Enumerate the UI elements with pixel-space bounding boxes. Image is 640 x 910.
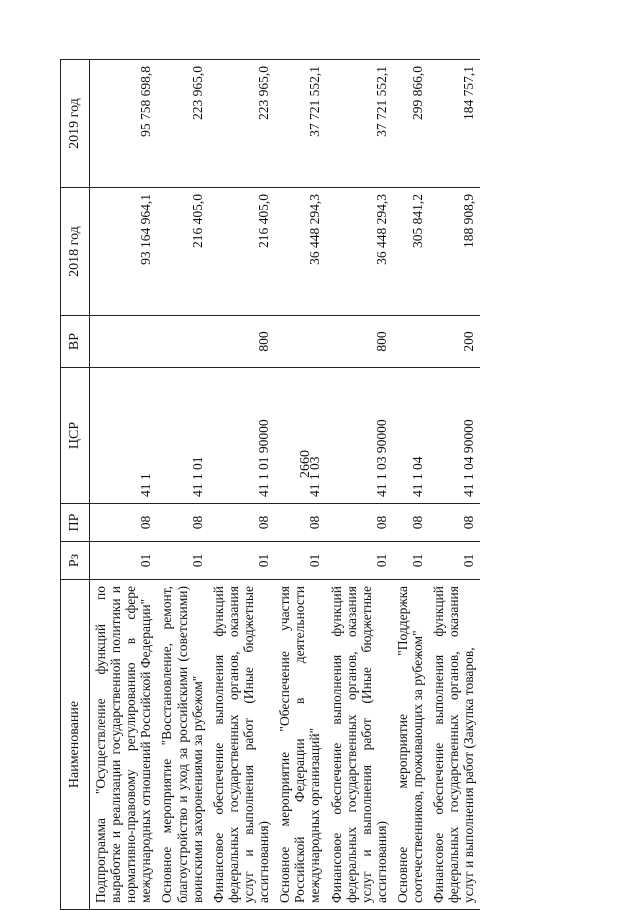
row-rz: 01 [156,542,207,580]
header-vr: ВР [61,316,90,368]
row-vr [90,316,157,368]
table-row [90,60,157,910]
row-2018: 216 405,0 [208,188,274,316]
row-pr: 08 [428,504,479,542]
header-2019: 2019 год [61,60,90,188]
header-rz: Рз [61,542,90,580]
row-name: Финансовое обеспечение выполнения функций федеральных государственных органов, оказания услуг и выполнения работ (Иные бюджетные ассигнования) [326,580,392,910]
row-2018: 216 405,0 [156,188,207,316]
row-csr: 41 1 04 90000 [428,368,479,504]
table-row [428,60,479,910]
row-csr: 41 1 01 90000 [208,368,274,504]
row-2018: 305 841,2 [392,188,428,316]
row-csr: 41 1 [90,368,157,504]
row-2019: 223 965,0 [208,60,274,188]
row-pr: 08 [208,504,274,542]
row-2019: 37 721 552,1 [326,60,392,188]
row-vr: 800 [208,316,274,368]
header-2018: 2018 год [61,188,90,316]
row-rz: 01 [90,542,157,580]
row-vr: 800 [326,316,392,368]
table-row [392,60,428,910]
row-vr [274,316,325,368]
row-csr: 41 1 03 [274,368,325,504]
row-csr: 41 1 04 [392,368,428,504]
row-2018: 36 448 294,3 [326,188,392,316]
row-pr: 08 [392,504,428,542]
table-row [208,60,274,910]
table-header-row [61,60,90,910]
row-pr: 08 [90,504,157,542]
row-name: Основное мероприятие "Восстановление, ремонт, благоустройство и уход за российскими (советскими) воинскими захоронениями за рубежом" [156,580,207,910]
row-vr [156,316,207,368]
row-csr: 41 1 03 90000 [326,368,392,504]
row-name: Основное мероприятие "Обеспечение участия Российской Федерации в деятельности международных организаций" [274,580,325,910]
row-2018: 188 908,9 [428,188,479,316]
row-rz: 01 [428,542,479,580]
table-row [274,60,325,910]
budget-table [60,59,480,910]
row-name: Подпрограмма "Осуществление функций по выработке и реализации государственной политики и нормативно-правовому регулированию в сфере международных отношений Российской Федерации" [90,580,157,910]
rotated-table-container [60,60,640,910]
row-rz: 01 [326,542,392,580]
row-name: Основное мероприятие "Поддержка соотечественников, проживающих за рубежом" [392,580,428,910]
row-rz: 01 [392,542,428,580]
row-name: Финансовое обеспечение выполнения функций федеральных государственных органов, оказания услуг и выполнения работ (Закупка товаров, [428,580,479,910]
row-rz: 01 [208,542,274,580]
row-name: Финансовое обеспечение выполнения функций федеральных государственных органов, оказания услуг и выполнения работ (Иные бюджетные ассигнования) [208,580,274,910]
row-2019: 184 757,1 [428,60,479,188]
row-csr: 41 1 01 [156,368,207,504]
row-2019: 37 721 552,1 [274,60,325,188]
row-2019: 299 866,0 [392,60,428,188]
row-2019: 95 758 698,8 [90,60,157,188]
row-2018: 93 164 964,1 [90,188,157,316]
row-pr: 08 [326,504,392,542]
page-number: 2660 [298,450,313,478]
row-2019: 223 965,0 [156,60,207,188]
header-pr: ПР [61,504,90,542]
header-csr: ЦСР [61,368,90,504]
row-vr: 200 [428,316,479,368]
row-2018: 36 448 294,3 [274,188,325,316]
table-row [326,60,392,910]
row-rz: 01 [274,542,325,580]
row-vr [392,316,428,368]
row-pr: 08 [274,504,325,542]
header-name: Наименование [61,580,90,910]
row-pr: 08 [156,504,207,542]
table-row [156,60,207,910]
